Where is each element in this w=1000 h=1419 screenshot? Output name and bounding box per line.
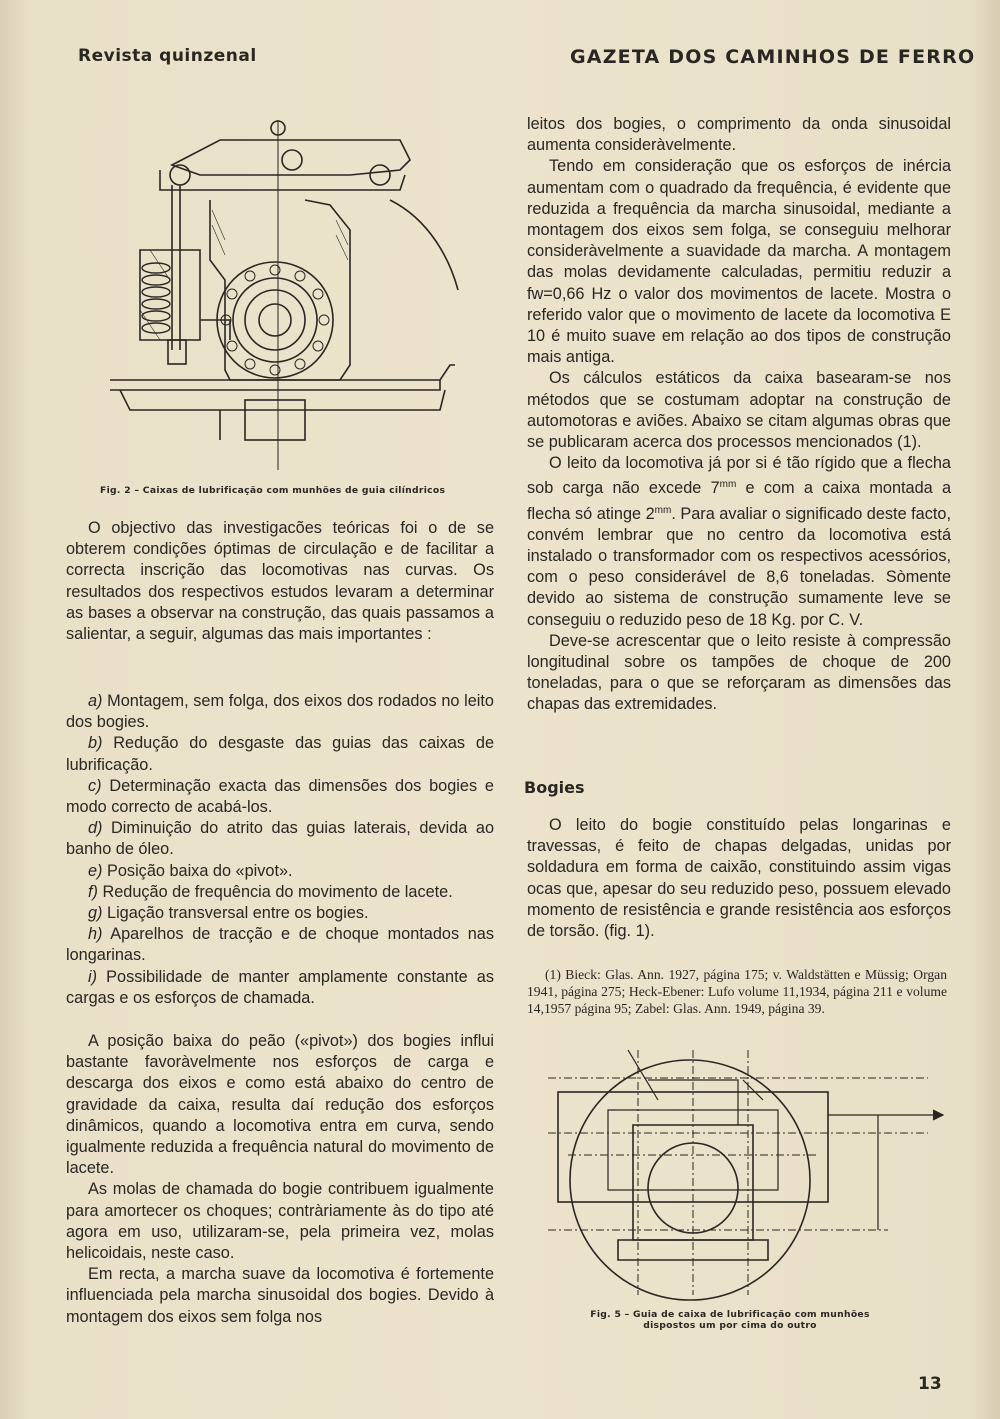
fig5-drawing <box>548 1040 948 1305</box>
continued-paragraph: leitos dos bogies, o comprimento da onda sinusoidal aumenta consideràvelmente. <box>527 115 951 155</box>
calculations-paragraph: Os cálculos estáticos da caixa basearam-se nos métodos que se costumam adoptar na construção de automotoras e aviões. Abaixo se citam algumas obras que se publicaram acerca dos processos mencionados (1). <box>527 369 951 452</box>
list-item: b) Redução do desgaste das guias das caixas de lubrificação. <box>66 734 494 774</box>
left-intro <box>66 518 494 645</box>
fig2-caption: Fig. 2 – Caixas de lubrificação com munhões de guia cilíndricos <box>100 485 446 496</box>
list-item: h) Aparelhos de tracção e de choque montados nas longarinas. <box>66 925 494 965</box>
footnote <box>527 966 947 1017</box>
fig5-caption: Fig. 5 – Guia de caixa de lubrificação com munhões dispostos um por cima do outro <box>590 1309 870 1331</box>
fig2-drawing <box>100 110 480 480</box>
list-item: f) Redução de frequência do movimento de lacete. <box>88 882 453 901</box>
frame-paragraph: O leito da locomotiva já por si é tão rígido que a flecha sob carga não excede $7^{mm}$ e com a caixa montada a flecha só atinge $2^{mm}$. Para avaliar o significado deste facto, convém lembrar que no centro da locomotiva está instalado o transformador com os respectivos acessórios, com o peso considerável de 8,6 toneladas. Sòmente devido ao sistema de construção sumamente leve se conseguiu o reduzido peso de 18 Kg. por C. V. <box>527 454 952 629</box>
header-left: Revista quinzenal <box>78 46 257 66</box>
bogie-paragraph: O leito do bogie constituído pelas longarinas e travessas, é feito de chapas delgadas, unidas por soldadura em forma de caixão, constituindo assim vigas ocas que, apesar do seu reduzido peso, possuem elevado momento de resistência e grande resistência aos esforços de torsão. (fig. 1). <box>527 816 951 941</box>
list-item: c) Determinação exacta das dimensões dos bogies e modo correcto de acabá-los. <box>66 776 494 817</box>
pivot-paragraph: A posição baixa do peão («pivot») dos bogies influi bastante favoràvelmente nos esforços de carga e descarga dos eixos e como está abaixo do centro de gravidade da caixa, resulta daí redução dos esforços dinâmicos, quando a locomotiva entra em curva, sendo igualmente reduzida a frequência natural do movimento de lacete. <box>66 1032 494 1178</box>
springs-paragraph: As molas de chamada do bogie contribuem igualmente para amortecer os choques; contràriamente às do tipo até agora em uso, utilizaram-se, pela primeira vez, molas helicoidais, neste caso. <box>66 1180 494 1263</box>
list-item: d) Diminuição do atrito das guias laterais, devida ao banho de óleo. <box>66 819 494 859</box>
section-title-bogies: Bogies <box>524 778 585 797</box>
list-item: e) Posição baixa do «pivot». <box>88 861 293 880</box>
footnote-text: Bieck: Glas. Ann. 1927, página 175; v. Waldstätten e Müssig; Organ 1941, página 275; Heck-Ebener: Lufo volume 11,1934, página 211 e volume 14,1957 página 95; Zabel: Glas. Ann. 1949, página 39. <box>527 967 947 1016</box>
bogie-body <box>527 815 951 942</box>
list-item: i) Possibilidade de manter amplamente constante as cargas e os esforços de chamada. <box>66 967 494 1007</box>
list-item: a) Montagem, sem folga, dos eixos dos rodados no leito dos bogies. <box>66 692 494 732</box>
left-body <box>66 1031 494 1328</box>
page-number: 13 <box>918 1374 942 1394</box>
right-body <box>527 114 951 716</box>
straight-paragraph: Em recta, a marcha suave da locomotiva é fortemente influenciada pela marcha sinusoidal dos bogies. Devido à montagem dos eixos sem folga nos <box>66 1265 494 1326</box>
header-right: GAZETA DOS CAMINHOS DE FERRO <box>570 46 976 68</box>
footnote-mark: (1) <box>545 967 561 982</box>
intro-paragraph: O objectivo das investigacões teóricas foi o de se obterem condições óptimas de circulação e de facilitar a correcta inscrição das locomotivas nas curvas. Os resultados dos respectivos estudos levaram a determinar as bases a observar na construção, das quais passamos a salientar, a seguir, algumas das mais importantes : <box>66 519 494 644</box>
inertia-paragraph: Tendo em consideração que os esforços de inércia aumentam com o quadrado da frequência, é evidente que reduzida a frequência da marcha sinusoidal, mediante a montagem dos eixos sem folga, se conseguiu melhorar consideràvelmente a suavidade da marcha. A montagem das molas devidamente calculadas, permitiu reduzir a fw=0,66 Hz o valor dos movimentos de lacete. Mostra o referido valor que o movimento de lacete da locomotiva E 10 é muito suave em relação ao dos tipos de construção mais antiga. <box>527 157 951 367</box>
requirements-list <box>66 691 494 1009</box>
list-item: g) Ligação transversal entre os bogies. <box>88 904 369 923</box>
compression-paragraph: Deve-se acrescentar que o leito resiste à compressão longitudinal sobre os tampões de choque de 200 toneladas, para o que se reforçaram as dimensões das chapas das extremidades. <box>527 631 951 714</box>
